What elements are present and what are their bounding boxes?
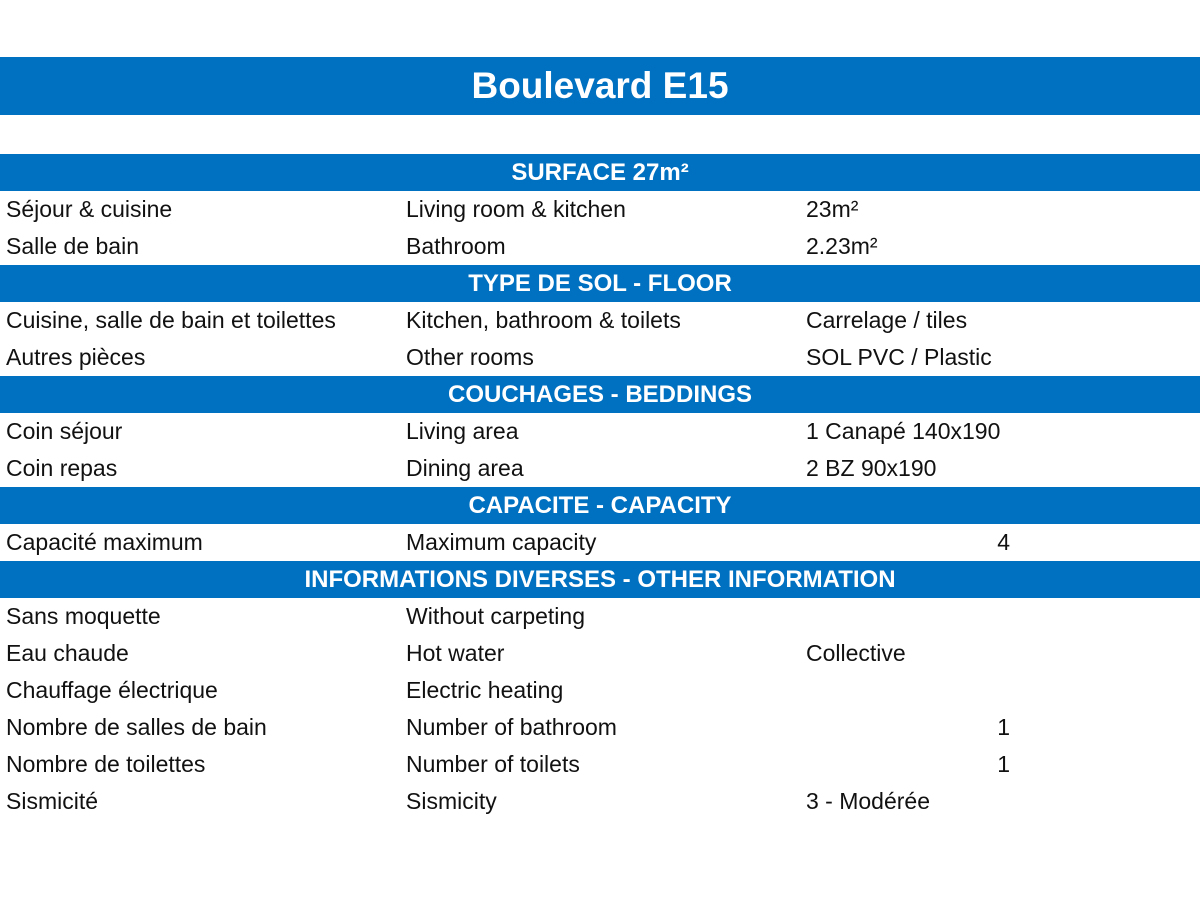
label-english: Number of toilets [406, 751, 580, 777]
value-cell: 4 [997, 529, 1010, 555]
label-english: Dining area [406, 455, 524, 481]
label-french: Chauffage électrique [6, 677, 218, 703]
label-french: Nombre de salles de bain [6, 714, 267, 740]
section-header: COUCHAGES - BEDDINGS [0, 376, 1200, 413]
table-row [0, 450, 1200, 487]
label-french: Eau chaude [6, 640, 129, 666]
label-french: Sans moquette [6, 603, 161, 629]
table-row [0, 783, 1200, 820]
label-english: Living room & kitchen [406, 196, 626, 222]
label-french: Sismicité [6, 788, 99, 814]
label-english: Number of bathroom [406, 714, 617, 740]
label-french: Capacité maximum [6, 529, 203, 555]
spec-table [0, 154, 1200, 820]
label-french: Coin séjour [6, 418, 123, 444]
value-cell: 2.23m² [806, 233, 878, 259]
label-english: Maximum capacity [406, 529, 597, 555]
value-cell: 2 BZ 90x190 [806, 455, 937, 481]
label-english: Living area [406, 418, 519, 444]
table-row [0, 672, 1200, 709]
table-row [0, 598, 1200, 635]
page-title: Boulevard E15 [0, 57, 1200, 115]
section-header: CAPACITE - CAPACITY [0, 487, 1200, 524]
label-english: Hot water [406, 640, 505, 666]
table-row [0, 709, 1200, 746]
label-english: Kitchen, bathroom & toilets [406, 307, 681, 333]
value-cell: Carrelage / tiles [806, 307, 968, 333]
label-english: Other rooms [406, 344, 534, 370]
value-cell: 1 [997, 714, 1010, 740]
value-cell: Collective [806, 640, 906, 666]
label-english: Bathroom [406, 233, 506, 259]
table-row [0, 746, 1200, 783]
label-french: Séjour & cuisine [6, 196, 173, 222]
label-english: Without carpeting [406, 603, 585, 629]
table-row [0, 228, 1200, 265]
table-row [0, 191, 1200, 228]
value-cell: 23m² [806, 196, 859, 222]
label-french: Nombre de toilettes [6, 751, 206, 777]
label-french: Salle de bain [6, 233, 139, 259]
value-cell: 1 Canapé 140x190 [806, 418, 1001, 444]
table-row [0, 635, 1200, 672]
section-header: INFORMATIONS DIVERSES - OTHER INFORMATION [0, 561, 1200, 598]
value-cell: 3 - Modérée [806, 788, 931, 814]
label-english: Sismicity [406, 788, 497, 814]
table-row [0, 524, 1200, 561]
label-french: Coin repas [6, 455, 118, 481]
value-cell: 1 [997, 751, 1010, 777]
table-row [0, 302, 1200, 339]
table-row [0, 339, 1200, 376]
label-french: Autres pièces [6, 344, 146, 370]
section-header: TYPE DE SOL - FLOOR [0, 265, 1200, 302]
section-header: SURFACE 27m² [0, 154, 1200, 191]
label-french: Cuisine, salle de bain et toilettes [6, 307, 336, 333]
value-cell: SOL PVC / Plastic [806, 344, 992, 370]
label-english: Electric heating [406, 677, 564, 703]
table-row [0, 413, 1200, 450]
